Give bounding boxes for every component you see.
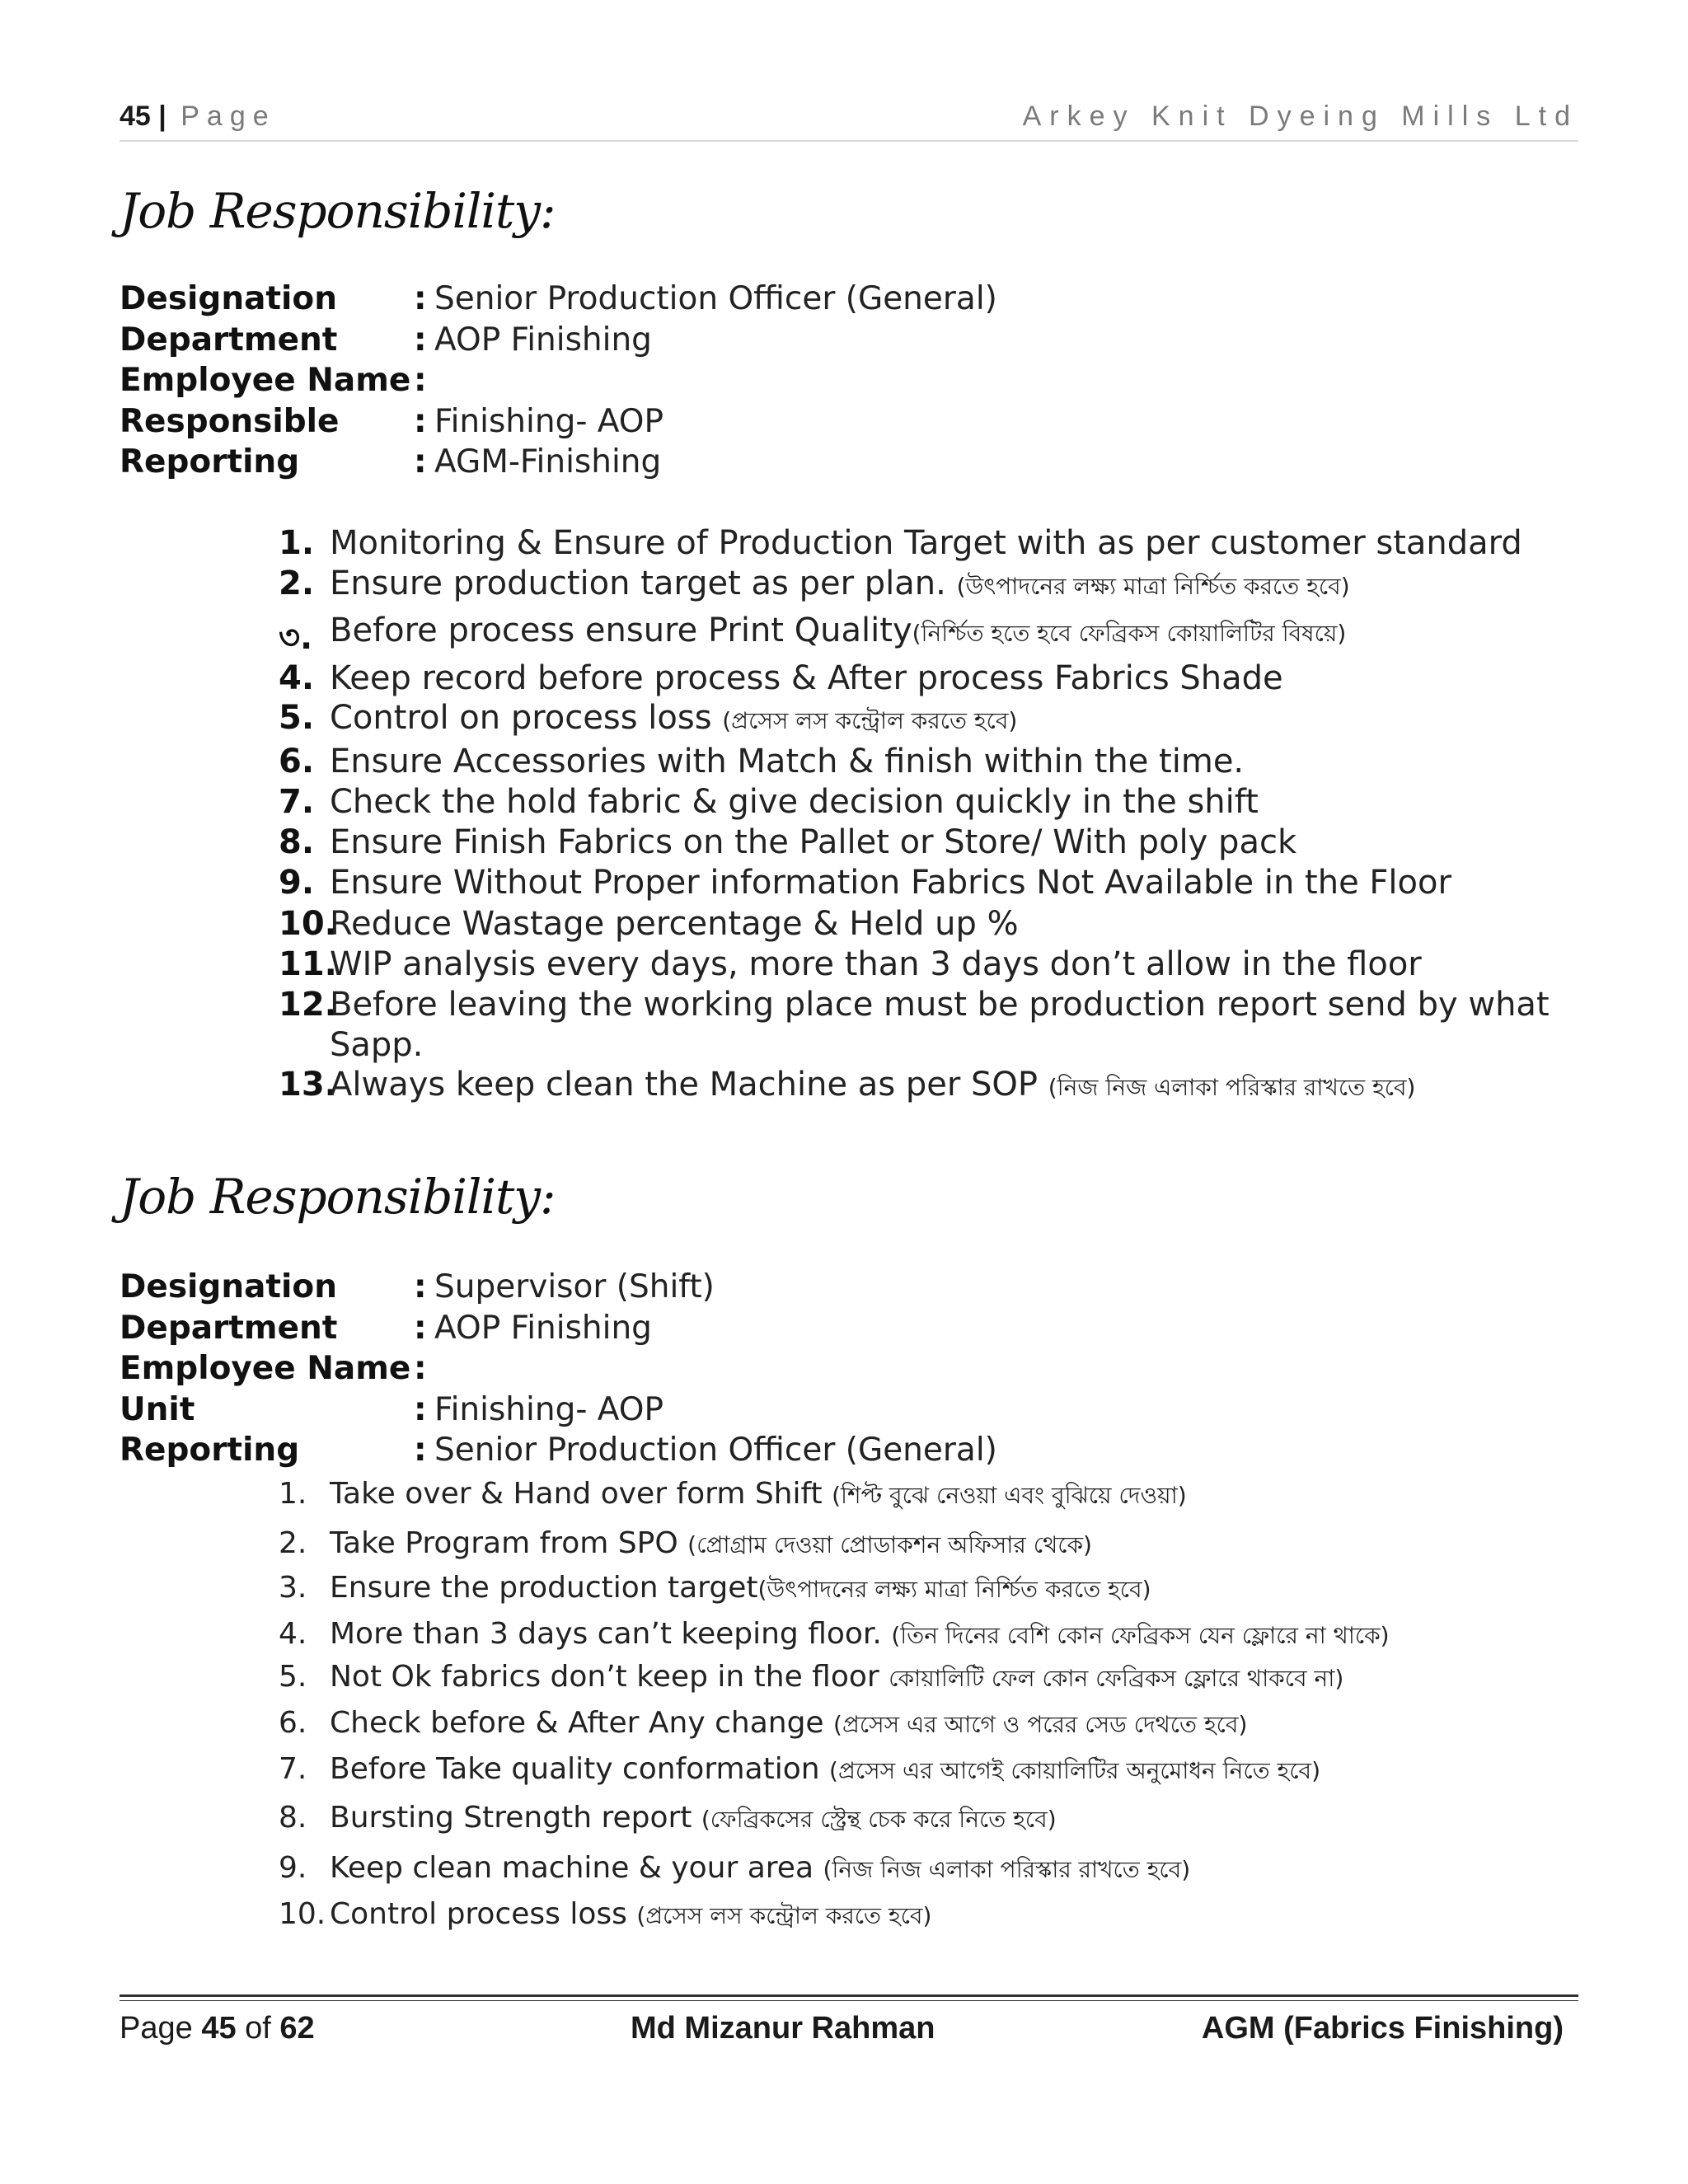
item-text [330,1026,423,1064]
item-text-en: Ensure Finish Fabrics on the Pallet or Store/ With poly pack [330,823,1297,861]
item-text [330,986,1550,1024]
item-text-en: Take Program from SPO [330,1526,688,1560]
info-value: AGM-Finishing [434,443,662,480]
footer-role: AGM (Fabrics Finishing) [1201,2011,1564,2046]
item-text-en: Before process ensure Print Quality [330,612,912,649]
item-text-en: Monitoring & Ensure of Production Target with as per customer standard [330,524,1522,562]
item-text-en: Ensure Without Proper information Fabrics Not Available in the Floor [330,864,1451,902]
footer-divider [120,1994,1578,1997]
item-text-bn: (তিন দিনের বেশি কোন ফেব্রিকস যেন ফ্লোরে না থাকে) [891,1622,1390,1649]
item-text [330,1571,1151,1610]
item-text-bn: (উৎপাদনের লক্ষ্য মাত্রা নির্শ্চিত করতে হবে) [956,573,1350,600]
item-text [330,1526,1092,1566]
info-colon: : [414,1350,427,1387]
section2-title: Job Responsibility: [120,1169,556,1225]
footer-page-of: of [236,2011,280,2046]
item-number: 11. [279,945,337,983]
item-text-en: Control on process loss [330,699,723,737]
info-label: Department [120,321,338,359]
item-text [330,612,1346,654]
item-number: 13. [279,1066,337,1104]
item-text [330,1752,1320,1792]
info-label: Employee Name [120,1350,411,1387]
item-text [330,905,1019,943]
item-number: 5. [279,699,315,737]
item-text [330,864,1451,902]
item-text [330,1660,1343,1699]
item-text-bn: (উৎপাদনের লক্ষ্য মাত্রা নির্শ্চিত করতে হবে) [757,1576,1151,1603]
item-text [330,1477,1187,1516]
section1-title: Job Responsibility: [120,183,556,239]
item-number: 1. [279,1477,307,1511]
item-text-en: Take over & Hand over form Shift [330,1477,832,1511]
item-text [330,1897,931,1937]
info-colon: : [414,280,427,317]
item-text-en: Before Take quality conformation [330,1752,830,1786]
item-text-en: Ensure the production target [330,1571,758,1605]
item-number: 5. [279,1660,307,1694]
item-text [330,565,1350,607]
item-number: 7. [279,1752,307,1786]
info-colon: : [414,321,427,359]
item-text-en: Bursting Strength report [330,1801,701,1835]
item-text-bn: (প্রসেস লস কন্ট্রোল করতে হবে) [636,1902,932,1929]
item-number: ৩. [279,619,313,657]
item-text [330,823,1296,861]
info-label: Department [120,1309,338,1347]
item-number: 9. [279,864,315,902]
item-text [330,524,1522,562]
item-text-en: Not Ok fabrics don’t keep in the floor [330,1660,889,1694]
page-header [120,97,1578,142]
item-number: 6. [279,1706,307,1740]
info-value: Finishing- AOP [434,402,664,440]
item-text-en: Always keep clean the Machine as per SOP [330,1066,1048,1104]
info-colon: : [414,1309,427,1347]
item-number: 7. [279,783,315,821]
item-text-en: More than 3 days can’t keeping floor. [330,1617,892,1651]
item-number: 9. [279,1851,307,1885]
info-colon: : [414,402,427,440]
item-text [330,699,1017,742]
item-text [330,1801,1057,1840]
info-colon: : [414,362,427,399]
item-number: 10. [279,1897,326,1931]
item-text [330,1066,1415,1108]
item-text [330,783,1259,821]
item-number: 2. [279,1526,307,1560]
item-text-en: Reduce Wastage percentage & Held up % [330,905,1019,943]
header-separator: | [158,101,166,132]
item-text [330,1617,1390,1657]
item-text-bn: (ফেব্রিকসের স্ট্রেন্থ চেক করে নিতে হবে) [701,1806,1057,1833]
item-text-bn: (নিজ নিজ এলাকা পরিস্কার রাখতে হবে) [1048,1074,1416,1101]
item-text-bn: (শিপ্ট বুঝে নেওয়া এবং বুঝিয়ে দেওয়া) [832,1482,1187,1509]
item-text-bn: (প্রসেস এর আগে ও পরের সেড দেথতে হবে) [833,1711,1248,1738]
header-company-name: Arkey Knit Dyeing Mills Ltd [1022,101,1578,132]
info-label: Designation [120,1268,337,1305]
item-text-bn: (প্রসেস লস কন্ট্রোল করতে হবে) [722,707,1018,734]
info-label: Designation [120,280,337,317]
item-text-bn: (নির্শ্চিত হতে হবে ফেব্রিকস কোয়ালিটির বিষয়ে) [912,620,1347,647]
info-value: Senior Production Officer (General) [434,280,997,317]
item-text [330,1706,1247,1746]
item-text-en: Check before & After Any change [330,1706,834,1740]
item-text [330,945,1422,983]
item-text-en: Keep record before process & After process Fabrics Shade [330,659,1283,697]
item-text-en: Control process loss [330,1897,637,1931]
footer-page-prefix: Page [120,2011,202,2046]
info-label: Reporting [120,443,300,480]
item-number: 6. [279,743,315,780]
info-value: Senior Production Officer (General) [434,1432,997,1469]
info-label: Employee Name [120,362,411,399]
item-text-bn: (নিজ নিজ এলাকা পরিস্কার রাখতে হবে) [823,1856,1191,1883]
item-text-en: Sapp. [330,1026,424,1064]
item-text-en: Ensure Accessories with Match & finish within the time. [330,743,1245,780]
item-number: 12. [279,986,337,1024]
header-page-indicator [120,101,276,133]
footer-page-total: 62 [279,2011,315,2046]
item-text [330,1851,1190,1891]
header-page-word: Page [181,101,276,132]
item-text-bn: (প্রোগ্রাম দেওয়া প্রোডাকশন অফিসার থেকে) [687,1531,1092,1558]
info-colon: : [414,1432,427,1469]
info-value: Finishing- AOP [434,1390,664,1428]
info-colon: : [414,1390,427,1428]
item-text [330,743,1244,780]
page-footer [120,2004,1578,2054]
item-text-en: Keep clean machine & your area [330,1851,823,1885]
item-number: 1. [279,524,315,562]
info-colon: : [414,1268,427,1305]
info-label: Unit [120,1390,195,1428]
info-colon: : [414,443,427,480]
info-value: AOP Finishing [434,321,652,359]
item-number: 8. [279,823,315,861]
info-label: Responsible [120,402,340,440]
header-page-number: 45 [120,101,151,132]
info-label: Reporting [120,1432,300,1469]
footer-page-current: 45 [201,2011,237,2046]
item-text-en: Before leaving the working place must be production report send by what [330,986,1550,1024]
item-text-en: Ensure production target as per plan. [330,565,957,602]
item-text-en: WIP analysis every days, more than 3 days don’t allow in the floor [330,945,1422,983]
item-number: 4. [279,659,315,697]
item-text [330,659,1283,697]
footer-divider-thin [120,2000,1578,2001]
footer-page-count [120,2011,315,2046]
item-number: 3. [279,1571,307,1605]
item-number: 2. [279,565,315,602]
info-value: AOP Finishing [434,1309,652,1347]
item-text-bn: কোয়ালিটি ফেল কোন ফেব্রিকস ফ্লোরে থাকবে না) [889,1665,1344,1692]
item-text-bn: (প্রসেস এর আগেই কোয়ালিটির অনুমোধন নিতে হবে) [829,1757,1320,1784]
info-value: Supervisor (Shift) [434,1268,715,1305]
footer-author: Md Mizanur Rahman [631,2011,935,2046]
item-text-en: Check the hold fabric & give decision quickly in the shift [330,783,1259,821]
item-number: 8. [279,1801,307,1835]
item-number: 10. [279,905,337,943]
item-number: 4. [279,1617,307,1651]
